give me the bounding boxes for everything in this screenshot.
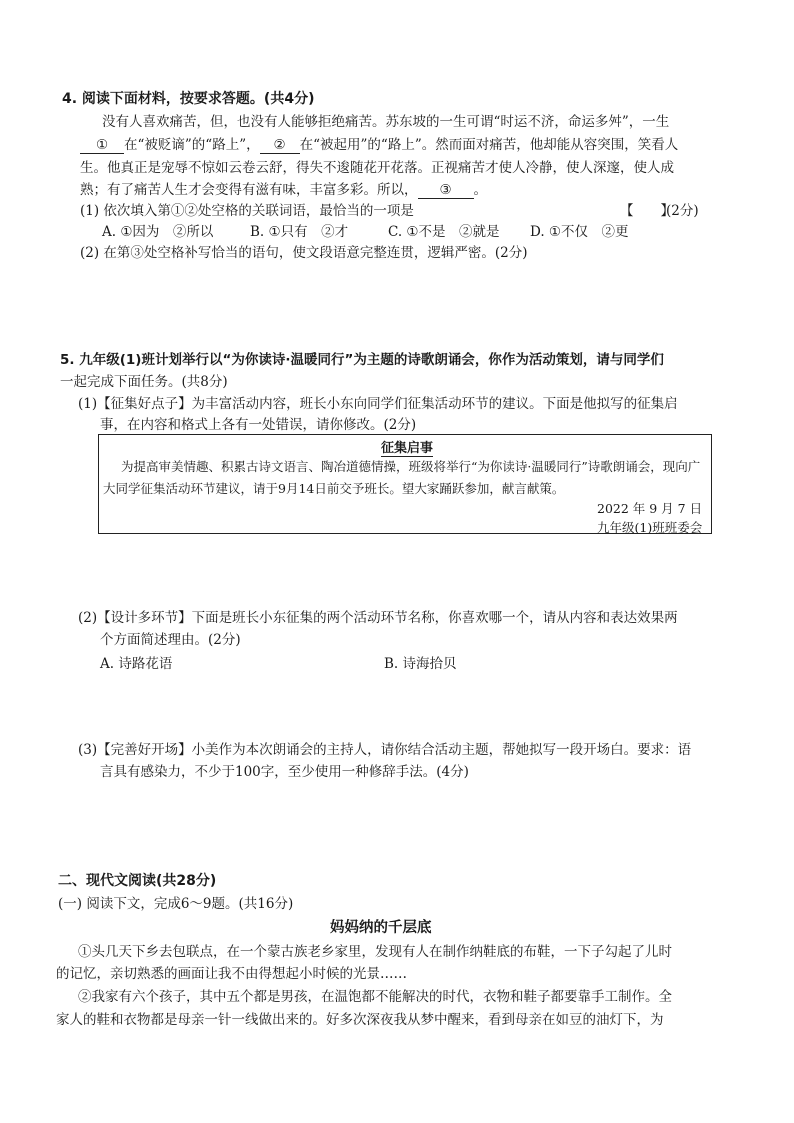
article-title: 妈妈纳的千层底 xyxy=(330,920,432,936)
notice-title: 征集启事 xyxy=(381,437,433,457)
blank-3[interactable]: ③ xyxy=(418,182,474,199)
answer-bracket[interactable]: 【 】 xyxy=(620,203,674,219)
q4-title: 4. 阅读下面材料，按要求答题。(共4分) xyxy=(62,91,315,107)
q5-title-line1: 5. 九年级(1)班计划举行以“为你读诗·温暖同行”为主题的诗歌朗诵会，你作为活动策划，请与同学们 xyxy=(60,352,664,368)
notice-signer: 九年级(1)班班委会 xyxy=(597,520,703,535)
q5-sub2-line1: (2)【设计多环节】下面是班长小东征集的两个活动环节名称，你喜欢哪一个，请从内容和表达效果两 xyxy=(78,610,678,626)
q5-sub3-line1: (3)【完善好开场】小美作为本次朗诵会的主持人，请你结合活动主题，帮她拟写一段开场白。要求：语 xyxy=(78,742,692,758)
notice-date: 2022 年 9 月 7 日 xyxy=(597,501,703,516)
option-b[interactable]: B. ①只有 ②才 xyxy=(250,224,349,240)
section2-subheading: (一) 阅读下文，完成6～9题。(共16分) xyxy=(58,896,294,912)
choice-b[interactable]: B. 诗海拾贝 xyxy=(384,656,457,672)
option-c[interactable]: C. ①不是 ②就是 xyxy=(388,224,500,240)
q4-sub1: (1) 依次填入第①②处空格的关联词语，最恰当的一项是 xyxy=(80,203,414,219)
q5-title-line2: 一起完成下面任务。(共8分) xyxy=(60,374,228,390)
q5-sub3-line2: 言具有感染力，不少于100字，至少使用一种修辞手法。(4分) xyxy=(100,764,469,780)
blank-2[interactable]: ② xyxy=(260,137,300,154)
article-p2-line2: 家人的鞋和衣物都是母亲一针一线做出来的。好多次深夜我从梦中醒来，看到母亲在如豆的油灯下，为 xyxy=(56,1012,664,1028)
q4-paragraph-line4: 熟；有了痛苦人生才会变得有滋有味，丰富多彩。所以， ③ 。 xyxy=(80,182,487,198)
q4-sub2: (2) 在第③处空格补写恰当的语句，使文段语意完整连贯，逻辑严密。(2分) xyxy=(80,245,528,261)
q4-sub1-score: (2分) xyxy=(666,203,699,219)
notice-box xyxy=(98,434,712,534)
option-d[interactable]: D. ①不仅 ②更 xyxy=(530,224,629,240)
q4-paragraph-line3: 生。他真正是宠辱不惊如云卷云舒，得失不逡随花开花落。正视痛苦才使人冷静，使人深邃，使人成 xyxy=(80,160,674,176)
q4-paragraph-line2: ① 在“被贬谪”的“路上”， ② 在“被起用”的“路上”。然而面对痛苦，他却能从容突围，笑看人 xyxy=(80,133,678,154)
article-p2-line1: ②我家有六个孩子，其中五个都是男孩，在温饱都不能解决的时代，衣物和鞋子都要靠手工制作。全 xyxy=(78,989,672,1005)
choice-a[interactable]: A. 诗路花语 xyxy=(100,656,173,672)
article-p1-line1: ①头几天下乡去包联点，在一个蒙古族老乡家里，发现有人在制作纳鞋底的布鞋，一下子勾起了儿时 xyxy=(78,944,672,960)
section2-heading: 二、现代文阅读(共28分) xyxy=(58,873,217,889)
notice-line1: 为提高审美情趣、积累古诗文语言、陶冶道德情操，班级将举行“为你读诗·温暖同行”诗歌朗诵会，现向广 xyxy=(121,459,701,474)
notice-line2: 大同学征集活动环节建议，请于9月14日前交予班长。望大家踊跃参加，献言献策。 xyxy=(103,481,565,496)
q5-sub1-line2: 事，在内容和格式上各有一处错误，请你修改。(2分) xyxy=(100,417,417,433)
q5-sub2-line2: 个方面简述理由。(2分) xyxy=(100,632,241,648)
blank-1[interactable]: ① xyxy=(80,137,124,154)
q4-paragraph-line1: 没有人喜欢痛苦，但，也没有人能够拒绝痛苦。苏东坡的一生可谓“时运不济，命运多舛”，一生 xyxy=(102,114,670,130)
option-a[interactable]: A. ①因为 ②所以 xyxy=(102,224,214,240)
article-p1-line2: 的记忆，亲切熟悉的画面让我不由得想起小时候的光景…… xyxy=(56,966,407,982)
q5-sub1-line1: (1)【征集好点子】为丰富活动内容，班长小东向同学们征集活动环节的建议。下面是他拟写的征集启 xyxy=(78,396,678,412)
